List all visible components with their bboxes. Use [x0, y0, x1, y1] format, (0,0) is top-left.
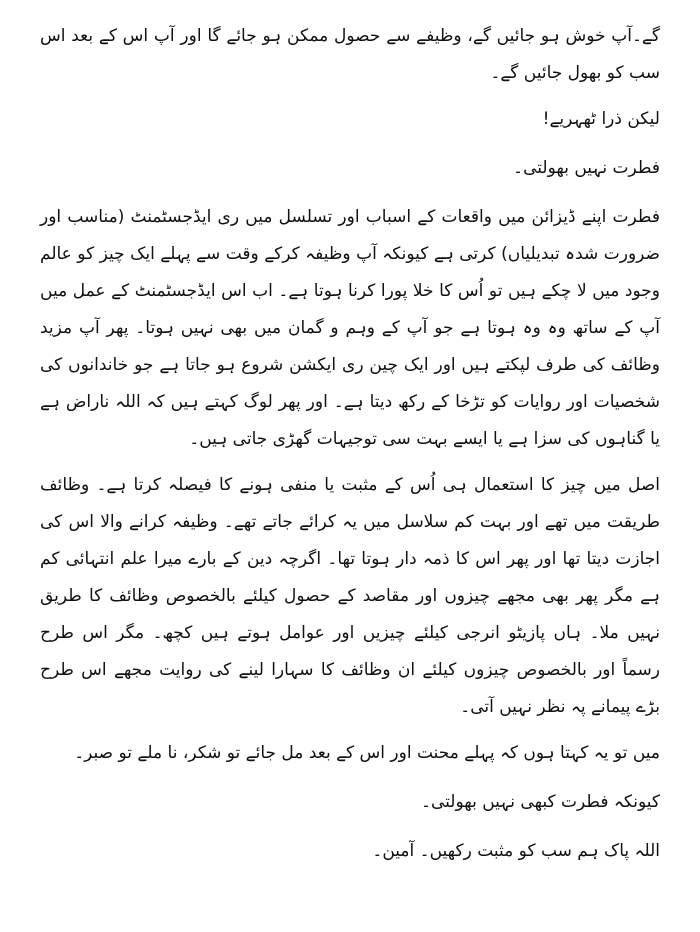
paragraph-nature-does-not-forget: فطرت نہیں بھولتی۔ [513, 158, 660, 178]
paragraph-use-of-things: اصل میں چیز کا استعمال ہی اُس کے مثبت یا منفی ہونے کا فیصلہ کرتا ہے۔ وظائف طریقت میں تھے اور بہت کم سلاسل میں یہ کرائے جاتے تھے۔ وظیفہ کرانے والا اس کی اجازت دیتا تھا اور پھر اس کا ذمہ دار ہوتا تھا۔ اگرچہ دین کے بارے میرا علم انتہائی کم ہے مگر پھر بھی مجھے چیزوں اور مقاصد کے حصول کیلئے بالخصوص وظائف کا طریق نہیں ملا۔ ہاں پازیٹو انرجی کیلئے چیزیں اور عوامل ہوتے ہیں کچھ۔ مگر اس طرح رسماً اور بالخصوص چیزوں کیلئے ان وظائف کا سہارا لینے کی روایت مجھے اس طرح بڑے پیمانے پہ نظر نہیں آتی۔ [40, 475, 660, 717]
paragraph-closing-prayer: اللہ پاک ہم سب کو مثبت رکھیں۔ آمین۔ [372, 841, 660, 861]
paragraph-effort-then-gratitude: میں تو یہ کہتا ہوں کہ پہلے محنت اور اس کے بعد مل جائے تو شکر، نا ملے تو صبر۔ [74, 743, 660, 763]
paragraph-wait: لیکن ذرا ٹھہریے! [542, 109, 660, 129]
paragraph-because-nature: کیونکہ فطرت کبھی نہیں بھولتی۔ [421, 792, 660, 812]
paragraph-nature-adjustment: فطرت اپنے ڈیزائن میں واقعات کے اسباب اور تسلسل میں ری ایڈجسٹمنٹ (مناسب اور ضرورت شدہ تبدیلیاں) کرتی ہے کیونکہ آپ وظیفہ کرکے وقت سے پہلے ایک چیز کو عالم وجود میں لا چکے ہیں تو اُس کا خلا پورا کرنا ہوتا ہے۔ اب اس ایڈجسٹمنٹ کے عمل میں آپ کے ساتھ وہ وہ ہوتا ہے جو آپ کے وہم و گمان میں بھی نہیں ہوتا۔ پھر آپ مزید وظائف کی طرف لپکتے ہیں اور ایک چین ری ایکشن شروع ہو جاتا ہے جو خاندانوں کی شخصیات اور روایات کو تڑخا کے رکھ دیتا ہے۔ اور پھر لوگ کہتے ہیں کہ اللہ ناراض ہے یا گناہوں کی سزا ہے یا ایسے بہت سی توجیہات گھڑی جاتی ہیں۔ [40, 207, 660, 449]
paragraph-continuation: گے۔آپ خوش ہو جائیں گے، وظیفے سے حصول ممکن ہو جائے گا اور آپ اس کے بعد اس سب کو بھول جائیں گے۔ [40, 26, 660, 83]
